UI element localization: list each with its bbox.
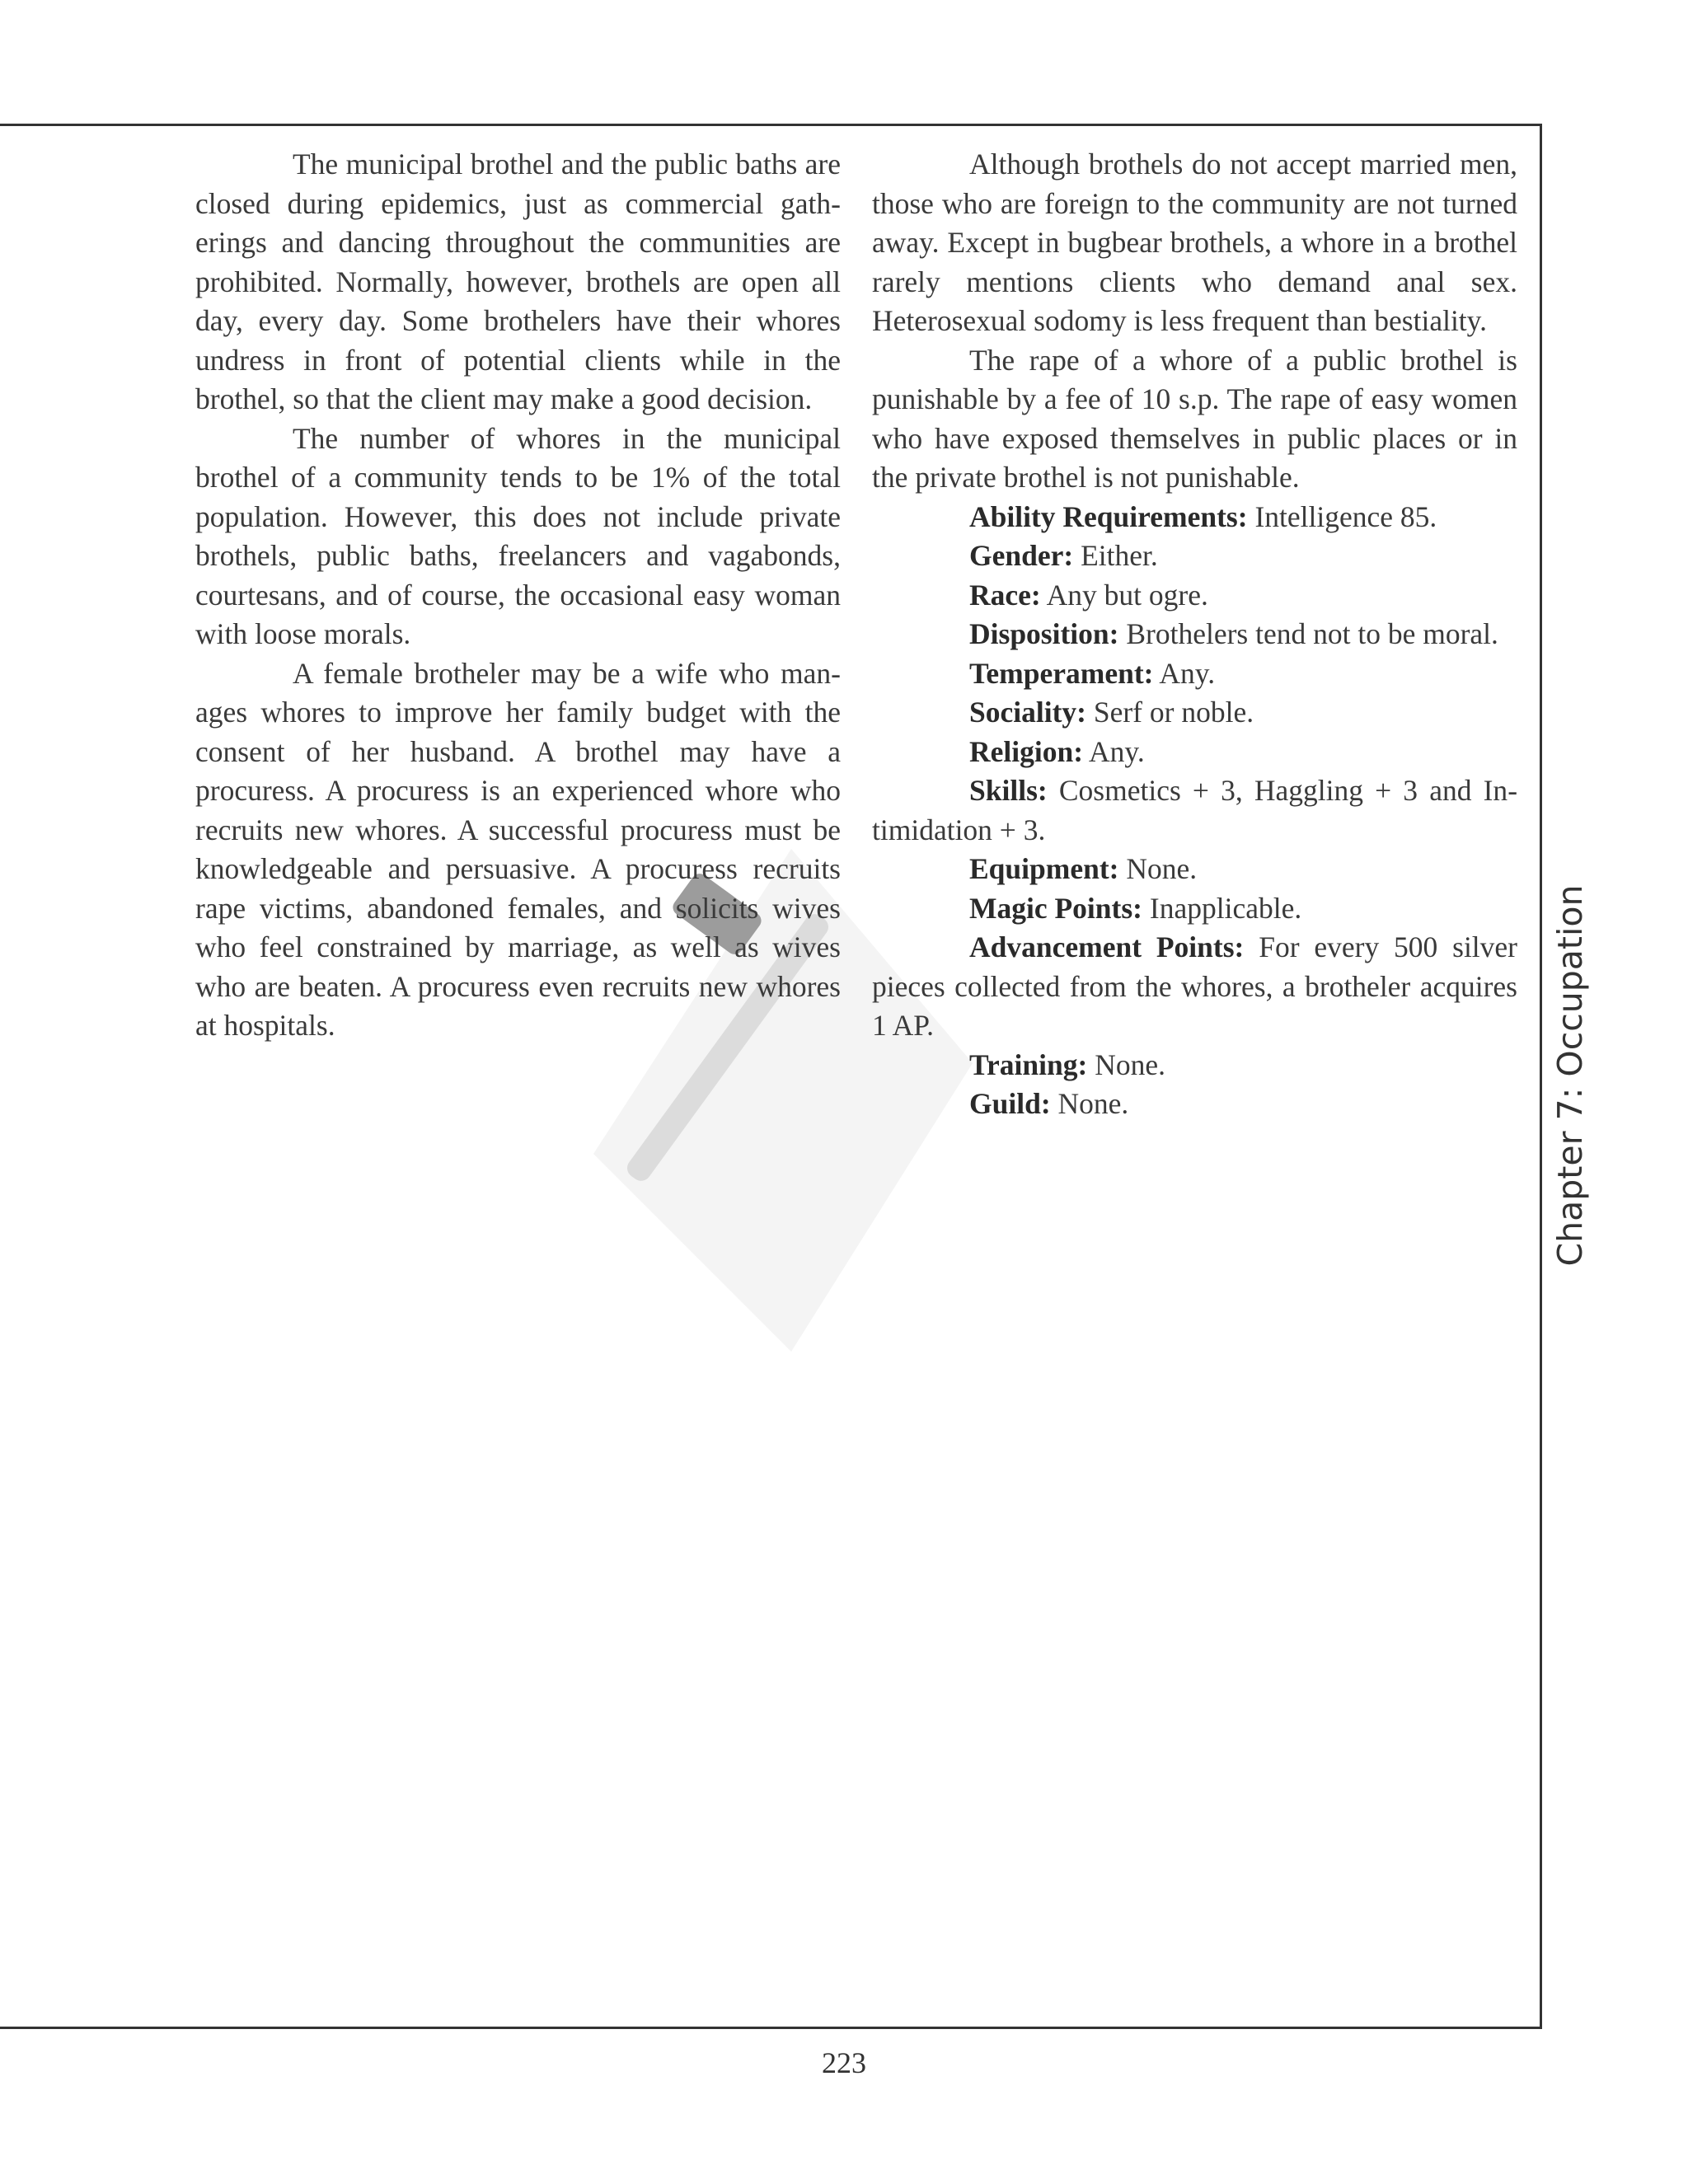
attribute-value: None.: [1057, 1087, 1129, 1120]
right-column: [872, 145, 1517, 1124]
attribute-value: For every 500 silver pieces collected from the whores, a brotheler acquires 1 AP.: [872, 930, 1518, 1042]
attribute-value: Brothelers tend not to be moral.: [1126, 617, 1498, 650]
attribute-value: Any.: [1088, 734, 1145, 768]
attribute-label: Magic Points:: [969, 891, 1143, 925]
attribute-label: Advancement Points:: [969, 930, 1245, 963]
attribute-label: Temperament:: [969, 656, 1154, 690]
attribute-gender: [872, 537, 1517, 576]
attribute-ability-requirements: [872, 498, 1517, 537]
left-column: [195, 145, 841, 1046]
attribute-sociality: [872, 693, 1517, 733]
left-paragraph-2: The number of whores in the municipal brothel of a community tends to be 1% of the total population. However, this does not include private brothels, public baths, freelancers and vagabonds, courtesans, and of course, the occasional easy woman with loose morals.: [195, 421, 841, 650]
attribute-label: Training:: [969, 1047, 1088, 1081]
attribute-label: Guild:: [969, 1087, 1051, 1120]
attribute-temperament: [872, 654, 1517, 694]
attribute-disposition: [872, 615, 1517, 654]
attribute-equipment: [872, 850, 1517, 889]
attribute-religion: [872, 733, 1517, 772]
attribute-value: Any.: [1159, 656, 1216, 690]
attribute-value: Cosmetics + 3, Haggling + 3 and Intimidation + 3.: [872, 774, 1518, 846]
attribute-value: Either.: [1081, 539, 1158, 572]
attribute-training: [872, 1046, 1517, 1085]
chapter-side-label: [1545, 884, 1595, 1267]
attribute-skills: [872, 771, 1517, 850]
attribute-value: Intelligence 85.: [1254, 499, 1437, 533]
attribute-label: Disposition:: [969, 617, 1119, 650]
page-number: 223: [822, 2046, 866, 2079]
attribute-magic-points: [872, 889, 1517, 929]
attribute-label: Race:: [969, 578, 1041, 612]
right-paragraph-2: The rape of a whore of a public brothel is punishable by a fee of 10 s.p. The rape of easy women who have exposed themselves in public places or in the private brothel is not punishable.: [872, 343, 1517, 494]
attribute-value: Serf or noble.: [1093, 696, 1254, 729]
attribute-label: Equipment:: [969, 852, 1119, 885]
attribute-label: Skills:: [969, 774, 1048, 807]
attribute-label: Gender:: [969, 539, 1074, 572]
attribute-value: Inapplicable.: [1149, 891, 1302, 925]
attribute-value: Any but ogre.: [1046, 578, 1208, 612]
attribute-value: None.: [1095, 1047, 1165, 1081]
attribute-advancement-points: [872, 928, 1517, 1046]
attribute-guild: [872, 1085, 1517, 1124]
left-paragraph-3: A female brotheler may be a wife who manages whores to improve her family budget with the consent of her husband. A brothel may have a procuress. A procuress is an experienced whore who recruits new whores. A successful procuress must be knowledgeable and persuasive. A procuress recruits rape victims, abandoned females, and solicits wives who feel constrained by marriage, as well as wives who are beaten. A procuress even recruits new whores at hospitals.: [195, 656, 841, 1042]
attribute-value: None.: [1126, 852, 1198, 885]
left-paragraph-1: The municipal brothel and the public baths are closed during epidemics, just as commercial gatherings and dancing throughout the communities are prohibited. Normally, however, brothels are open all day, every day. Some brothelers have their whores undress in front of potential clients while in the brothel, so that the client may make a good decision.: [195, 148, 841, 415]
chapter-title: Chapter 7: Occupation: [1550, 884, 1590, 1267]
attribute-label: Sociality:: [969, 696, 1086, 729]
right-paragraph-1: Although brothels do not accept married men, those who are foreign to the community are not turned away. Except in bugbear brothels, a whore in a brothel rarely mentions clients who demand anal sex. Heterosexual sodomy is less frequent than bestiality.: [872, 148, 1517, 337]
attribute-label: Ability Requirements:: [969, 499, 1248, 533]
attribute-label: Religion:: [969, 734, 1084, 768]
attribute-race: [872, 576, 1517, 616]
